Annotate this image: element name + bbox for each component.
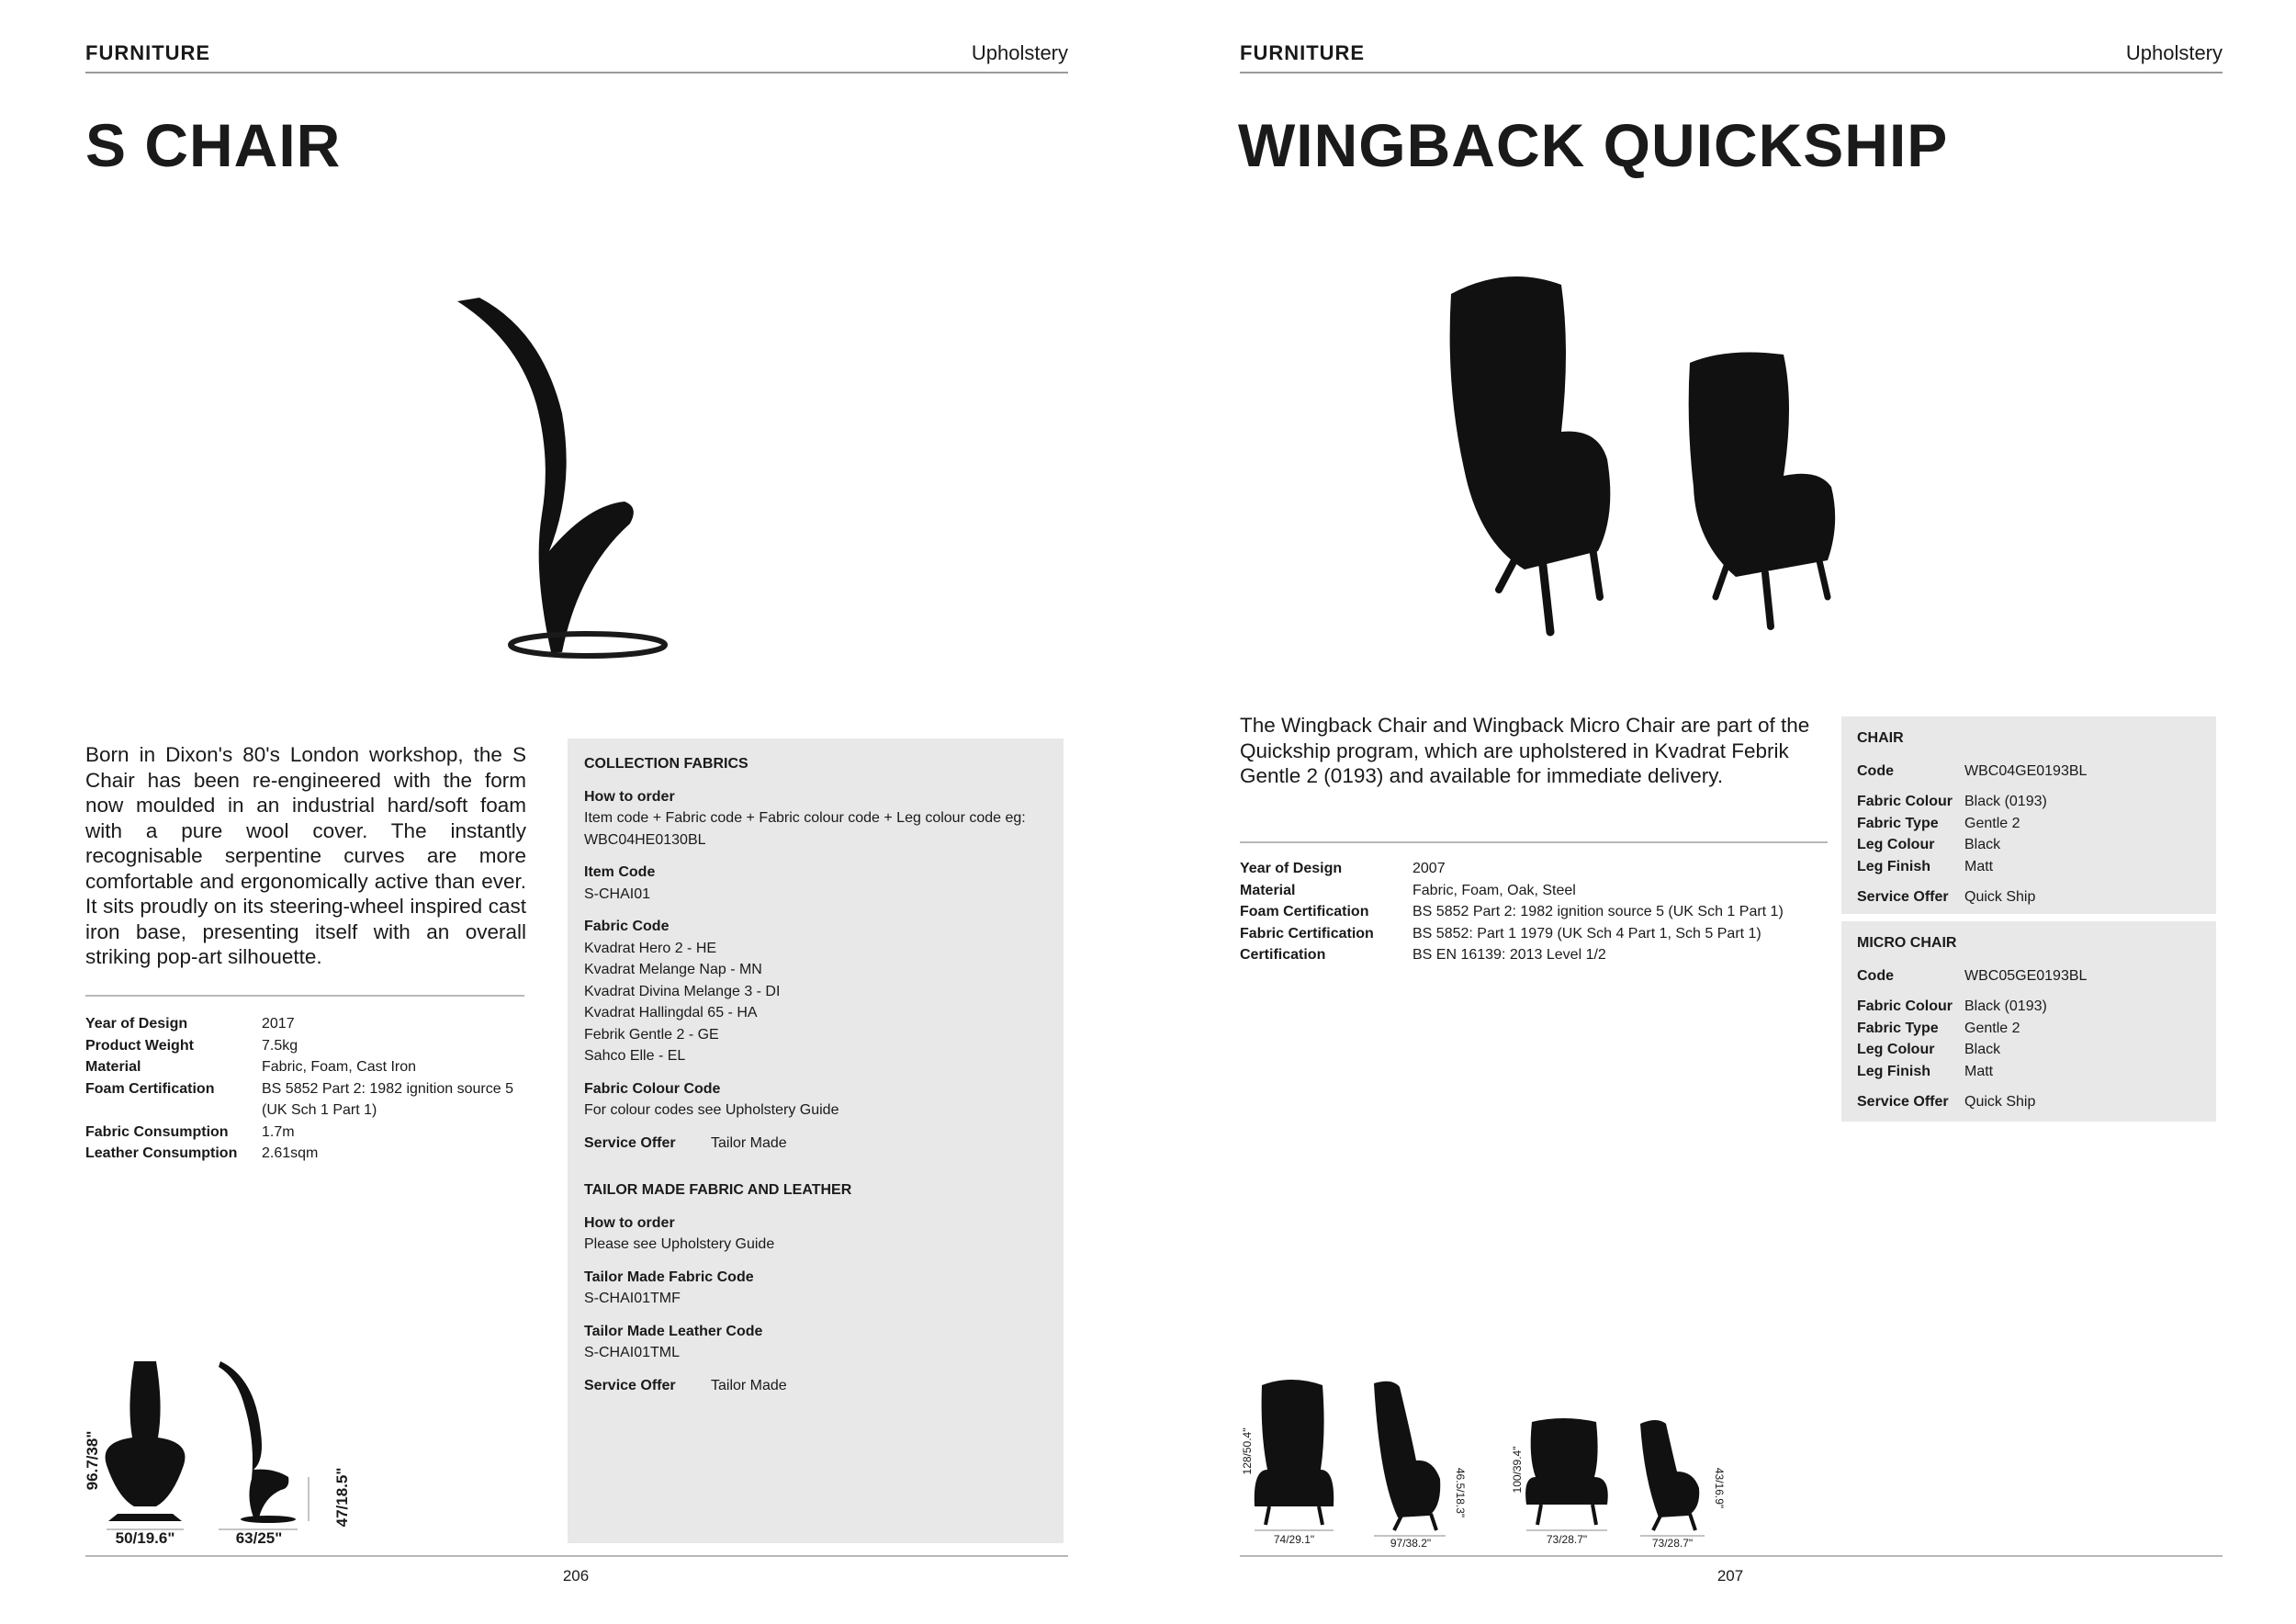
- spec-key: Foam Certification: [1240, 904, 1369, 919]
- leg-colour-value: Black: [1964, 837, 2001, 852]
- how-to-order: [584, 786, 1047, 851]
- fabric-colour-label: Fabric Colour: [1857, 998, 1953, 1014]
- item-code: [584, 862, 1047, 905]
- spec-value: Fabric, Foam, Oak, Steel: [1412, 882, 1576, 898]
- fabric-type-label: Fabric Type: [1857, 815, 1939, 831]
- fabric-colour-code-label: Fabric Colour Code: [584, 1080, 721, 1097]
- s-chair-front-view: [106, 1361, 186, 1506]
- right-page: [1148, 0, 2296, 1624]
- spec-value: 2017: [262, 1016, 295, 1032]
- product-title: WINGBACK QUICKSHIP: [1238, 111, 1949, 179]
- micro-side-view: [1640, 1420, 1699, 1517]
- product-title: S CHAIR: [85, 111, 342, 179]
- fabric-code-item: Kvadrat Melange Nap - MN: [584, 962, 762, 977]
- footer-rule: [1240, 1555, 2223, 1557]
- dim-wingback-seat: 46.5/18.3": [1454, 1467, 1467, 1518]
- spec-row: [85, 1078, 531, 1122]
- code-label: Code: [1857, 762, 1894, 779]
- service-offer-row: [1857, 1091, 2200, 1113]
- tailor-leather-code-label: Tailor Made Leather Code: [584, 1323, 763, 1339]
- spec-value: BS 5852 Part 2: 1982 ignition source 5 (UK Sch 1 Part 1): [262, 1080, 513, 1118]
- collection-heading: COLLECTION FABRICS: [584, 756, 748, 772]
- service-offer-value: Quick Ship: [1964, 889, 2036, 905]
- spec-key: Fabric Consumption: [85, 1123, 229, 1140]
- micro-chair-heading: MICRO CHAIR: [1857, 935, 1957, 951]
- code-value: WBC05GE0193BL: [1964, 967, 2088, 984]
- tailor-leather-code: [584, 1321, 1047, 1364]
- fabric-type-label: Fabric Type: [1857, 1020, 1939, 1036]
- dim-micro-width: 73/28.7": [1546, 1533, 1588, 1546]
- item-code-value: S-CHAI01: [584, 885, 651, 902]
- spec-key: Leather Consumption: [85, 1145, 238, 1161]
- dim-micro-depth: 73/28.7": [1651, 1537, 1694, 1548]
- spec-key: Fabric Certification: [1240, 925, 1374, 942]
- fabric-type-row: [1857, 813, 2200, 835]
- section-label: FURNITURE: [85, 41, 211, 64]
- fabric-colour-row: [1857, 791, 2200, 813]
- dim-wingback-width: 74/29.1": [1273, 1533, 1315, 1546]
- spec-key: Foam Certification: [85, 1080, 215, 1097]
- service-offer-value: Quick Ship: [1964, 1094, 2036, 1110]
- product-description: Born in Dixon's 80's London workshop, the S Chair has been re-engineered with the form now moulded in an industrial hard/soft foam with a pure wool cover. The instantly recognisable serpentine curves are more comfortable and ergonomically active than ever. It sits proudly on its steering-wheel inspired cast iron base, presenting itself with an overall striking pop-art silhouette.: [85, 743, 526, 968]
- micro-chair-image: [1689, 352, 1836, 626]
- wingback-chairs-image: [1424, 266, 1901, 652]
- fabric-code-item: Febrik Gentle 2 - GE: [584, 1026, 719, 1043]
- tailor-fabric-code-value: S-CHAI01TMF: [584, 1291, 681, 1306]
- micro-chair-variant-panel: [1841, 921, 2216, 1122]
- page-header: [85, 35, 1068, 73]
- tailor-fabric-code: [584, 1267, 1047, 1310]
- item-code-label: Item Code: [584, 864, 656, 880]
- spec-value: 7.5kg: [262, 1037, 298, 1054]
- tailor-leather-code-value: S-CHAI01TML: [584, 1345, 681, 1360]
- service-offer-label: Service Offer: [584, 1134, 676, 1151]
- tailor-service-offer: [584, 1375, 1047, 1397]
- tailor-service-label: Service Offer: [584, 1377, 676, 1393]
- fabric-code-item: Kvadrat Hallingdal 65 - HA: [584, 1005, 758, 1021]
- dim-wingback-depth: 97/38.2": [1390, 1537, 1432, 1548]
- fabric-colour-value: Black (0193): [1964, 794, 2047, 809]
- tailor-how-text: Please see Upholstery Guide: [584, 1236, 775, 1252]
- fabric-colour-value: Black (0193): [1964, 998, 2047, 1014]
- tailor-fabric-code-label: Tailor Made Fabric Code: [584, 1269, 754, 1285]
- fabric-type-row: [1857, 1018, 2200, 1040]
- how-to-order-text: Item code + Fabric code + Fabric colour code + Leg colour code eg: WBC04HE0130BL: [584, 810, 1026, 848]
- micro-front-view: [1525, 1418, 1608, 1505]
- leg-finish-row: [1857, 856, 2200, 878]
- fabric-colour-code-text: For colour codes see Upholstery Guide: [584, 1102, 839, 1118]
- intro-divider: [85, 995, 524, 997]
- tailor-how-to-order: [584, 1212, 1047, 1256]
- tailor-how-label: How to order: [584, 1214, 675, 1231]
- spec-value: 2007: [1412, 861, 1446, 876]
- spec-key: Certification: [1240, 947, 1326, 963]
- ordering-panel: [568, 739, 1064, 1543]
- leg-finish-label: Leg Finish: [1857, 858, 1930, 874]
- leg-colour-value: Black: [1964, 1042, 2001, 1057]
- fabric-type-value: Gentle 2: [1964, 1020, 2020, 1036]
- fabric-code: [584, 916, 1047, 1067]
- code-label: Code: [1857, 967, 1894, 984]
- leg-finish-value: Matt: [1964, 1063, 1994, 1079]
- service-offer-row: [1857, 886, 2200, 908]
- spec-row: [1240, 901, 1846, 923]
- how-to-order-label: How to order: [584, 788, 675, 805]
- s-chair-side-view: [219, 1361, 288, 1517]
- spec-value: Fabric, Foam, Cast Iron: [262, 1059, 417, 1075]
- chair-heading: CHAIR: [1857, 730, 1904, 746]
- wingback-side-view: [1374, 1382, 1440, 1517]
- spec-key: Year of Design: [85, 1016, 188, 1032]
- product-description: The Wingback Chair and Wingback Micro Chair are part of the Quickship program, which are upholstered in Kvadrat Febrik Gentle 2 (0193) and available for immediate delivery.: [1240, 714, 1810, 787]
- dim-micro-seat: 43/16.9": [1713, 1467, 1726, 1509]
- leg-finish-row: [1857, 1061, 2200, 1083]
- spec-row: [85, 1143, 531, 1165]
- section-label: FURNITURE: [1240, 41, 1366, 64]
- wingback-dimension-drawings: [1236, 1369, 1842, 1548]
- fabric-colour-code: [584, 1078, 1047, 1122]
- spec-row: [85, 1056, 531, 1078]
- leg-finish-value: Matt: [1964, 858, 1994, 874]
- spec-value: BS EN 16139: 2013 Level 1/2: [1412, 947, 1606, 963]
- category-label: Upholstery: [2125, 41, 2223, 64]
- s-chair-dimension-drawings: [81, 1350, 375, 1548]
- page-header: [1240, 35, 2223, 73]
- spec-table: [1240, 858, 1846, 966]
- fabric-code-label: Fabric Code: [584, 919, 670, 934]
- leg-colour-row: [1857, 1039, 2200, 1061]
- chair-variant-panel: [1841, 716, 2216, 914]
- category-label: Upholstery: [971, 41, 1068, 64]
- fabric-code-item: Kvadrat Hero 2 - HE: [584, 940, 717, 956]
- fabric-colour-label: Fabric Colour: [1857, 794, 1953, 809]
- spec-key: Product Weight: [85, 1037, 194, 1054]
- leg-finish-label: Leg Finish: [1857, 1063, 1930, 1079]
- leg-colour-row: [1857, 834, 2200, 856]
- spec-row: [85, 1035, 531, 1057]
- service-offer-label: Service Offer: [1857, 889, 1949, 905]
- spec-value: BS 5852: Part 1 1979 (UK Sch 4 Part 1, Sch 5 Part 1): [1412, 925, 1761, 942]
- fabric-colour-row: [1857, 996, 2200, 1018]
- code-row: [1857, 761, 2200, 783]
- code-value: WBC04GE0193BL: [1964, 762, 2088, 779]
- fabric-code-item: Kvadrat Divina Melange 3 - DI: [584, 983, 781, 999]
- dim-wingback-height: 128/50.4": [1241, 1427, 1254, 1475]
- service-offer: [584, 1133, 1047, 1155]
- spec-row: [1240, 944, 1846, 966]
- dim-seat-height-label: 47/18.5": [333, 1467, 351, 1528]
- spec-row: [1240, 858, 1846, 880]
- page-number: 207: [1716, 1567, 1744, 1585]
- code-row: [1857, 965, 2200, 987]
- dim-micro-height: 100/39.4": [1511, 1446, 1524, 1494]
- spec-value: 2.61sqm: [262, 1145, 319, 1161]
- spec-value: 1.7m: [262, 1123, 295, 1140]
- fabric-code-item: Sahco Elle - EL: [584, 1048, 686, 1064]
- service-offer-value: Tailor Made: [711, 1134, 787, 1151]
- leg-colour-label: Leg Colour: [1857, 1042, 1935, 1057]
- spec-row: [85, 1013, 531, 1035]
- spec-key: Material: [1240, 882, 1296, 898]
- spec-row: [85, 1122, 531, 1144]
- spec-key: Material: [85, 1059, 141, 1075]
- spec-value: BS 5852 Part 2: 1982 ignition source 5 (UK Sch 1 Part 1): [1412, 904, 1784, 919]
- s-chair-image: [441, 276, 771, 671]
- footer-rule: [85, 1555, 1068, 1557]
- fabric-type-value: Gentle 2: [1964, 815, 2020, 831]
- wingback-front-view: [1255, 1380, 1334, 1506]
- dim-depth-label: 63/25": [235, 1529, 283, 1547]
- dim-height-label: 96.7/38": [84, 1430, 101, 1491]
- spec-row: [1240, 880, 1846, 902]
- spec-key: Year of Design: [1240, 861, 1343, 876]
- spec-row: [1240, 923, 1846, 945]
- leg-colour-label: Leg Colour: [1857, 837, 1935, 852]
- dim-width-label: 50/19.6": [115, 1529, 175, 1547]
- intro-divider: [1240, 841, 1828, 843]
- tailor-service-value: Tailor Made: [711, 1377, 787, 1393]
- spec-table: [85, 1013, 531, 1165]
- tailor-heading: TAILOR MADE FABRIC AND LEATHER: [584, 1182, 852, 1198]
- wingback-chair-image: [1450, 276, 1611, 632]
- page-number: 206: [562, 1567, 590, 1585]
- service-offer-label: Service Offer: [1857, 1094, 1949, 1110]
